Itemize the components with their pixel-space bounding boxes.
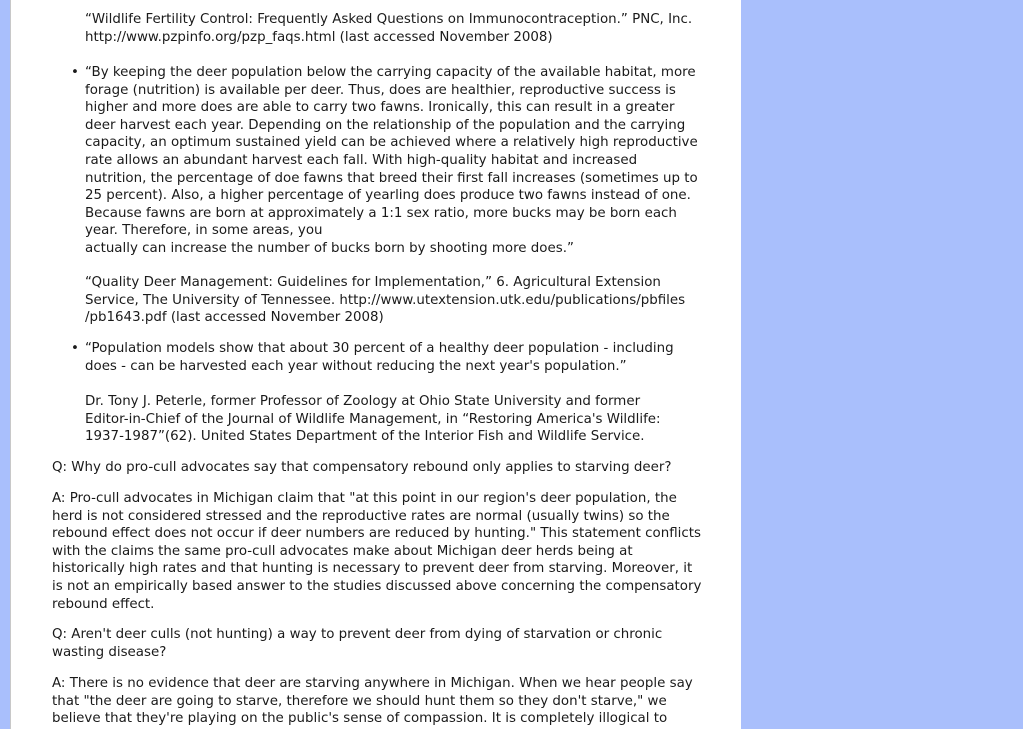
- citation-line: Dr. Tony J. Peterle, former Professor of Zoology at Ohio State University and former: [85, 394, 641, 409]
- answer-line: that "the deer are going to starve, therefore we should hunt them so they don't starve," we: [52, 693, 667, 709]
- answer-line: A: There is no evidence that deer are starving anywhere in Michigan. When we hear people say: [52, 676, 693, 691]
- quote-line: year. Therefore, in some areas, you: [85, 223, 323, 239]
- citation-line: /pb1643.pdf (last accessed November 2008): [85, 310, 384, 326]
- quote-line: higher and more does are able to carry two fawns. Ironically, this can result in a greater: [85, 100, 675, 116]
- citation-utk-guidelines: [85, 274, 725, 327]
- citation-peterle: [85, 393, 725, 446]
- faq-answer-compensatory-rebound: [52, 490, 717, 613]
- question-line: wasting disease?: [52, 644, 167, 660]
- question-line: Q: Aren't deer culls (not hunting) a way to prevent deer from dying of starvation or chronic: [52, 627, 663, 642]
- quote-line: actually can increase the number of bucks born by shooting more does.”: [85, 240, 574, 256]
- answer-line: historically high rates and that hunting is necessary to prevent deer from starving. Moreover, it: [52, 561, 693, 577]
- question-text: Q: Why do pro-cull advocates say that compensatory rebound only applies to starving deer?: [52, 460, 672, 475]
- answer-line: believe that they're playing on the public's sense of compassion. It is completely illogical to: [52, 711, 668, 727]
- citation-line: 1937-1987”(62). United States Department of the Interior Fish and Wildlife Service.: [85, 429, 645, 445]
- faq-question-deer-culls: [52, 626, 717, 661]
- citation-url-line: http://www.pzpinfo.org/pzp_faqs.html (last accessed November 2008): [85, 29, 553, 45]
- answer-line: herd is not considered stressed and the reproductive rates are normal (usually twins) so the: [52, 508, 670, 524]
- answer-line: is not an empirically based answer to the studies discussed above concerning the compensatory: [52, 578, 702, 594]
- quote-quality-deer-management: [71, 64, 725, 258]
- quote-line: Because fawns are born at approximately a 1:1 sex ratio, more bucks may be born each: [85, 205, 677, 221]
- answer-line: with the claims the same pro-cull advocates make about Michigan deer herds being at: [52, 543, 633, 559]
- answer-line: rebound effect does not occur if deer numbers are reduced by hunting." This statement conflicts: [52, 526, 701, 542]
- citation-line: “Quality Deer Management: Guidelines for Implementation,” 6. Agricultural Extension: [85, 275, 661, 290]
- citation-line: Editor-in-Chief of the Journal of Wildlife Management, in “Restoring America's Wildlife:: [85, 411, 661, 427]
- faq-answer-deer-culls: [52, 675, 717, 728]
- citation-pzp-faq: [85, 11, 725, 46]
- answer-line: rebound effect.: [52, 596, 155, 612]
- faq-question-compensatory-rebound: [52, 459, 717, 477]
- answer-line: A: Pro-cull advocates in Michigan claim that "at this point in our region's deer population, the: [52, 491, 677, 506]
- article-page: [10, 0, 742, 729]
- quote-line: 25 percent). Also, a higher percentage of yearling does produce two fawns instead of one.: [85, 188, 691, 204]
- quote-line: capacity, an optimum sustained yield can be achieved where a relatively high reproductive: [85, 135, 698, 151]
- quote-line: “Population models show that about 30 percent of a healthy deer population - including: [85, 341, 674, 356]
- bullet-icon: •: [71, 65, 79, 80]
- quote-line: does - can be harvested each year without reducing the next year's population.”: [85, 358, 627, 374]
- quote-line: deer harvest each year. Depending on the relationship of the population and the carrying: [85, 117, 686, 133]
- quote-line: rate allows an abundant harvest each fall. With high-quality habitat and increased: [85, 152, 638, 168]
- citation-line: Service, The University of Tennessee. http://www.utextension.utk.edu/publications/pbfiles: [85, 292, 686, 308]
- right-sidebar-background: [741, 0, 1023, 729]
- quote-line: forage (nutrition) is available per deer. Thus, does are healthier, reproductive success is: [85, 82, 676, 98]
- quote-line: “By keeping the deer population below the carrying capacity of the available habitat, more: [85, 65, 696, 80]
- quote-line: nutrition, the percentage of doe fawns that breed their first fall increases (sometimes up to: [85, 170, 698, 186]
- citation-line: “Wildlife Fertility Control: Frequently Asked Questions on Immunocontraception.” PNC, Inc.: [85, 12, 693, 27]
- bullet-icon: •: [71, 341, 79, 356]
- quote-population-models: [71, 340, 725, 375]
